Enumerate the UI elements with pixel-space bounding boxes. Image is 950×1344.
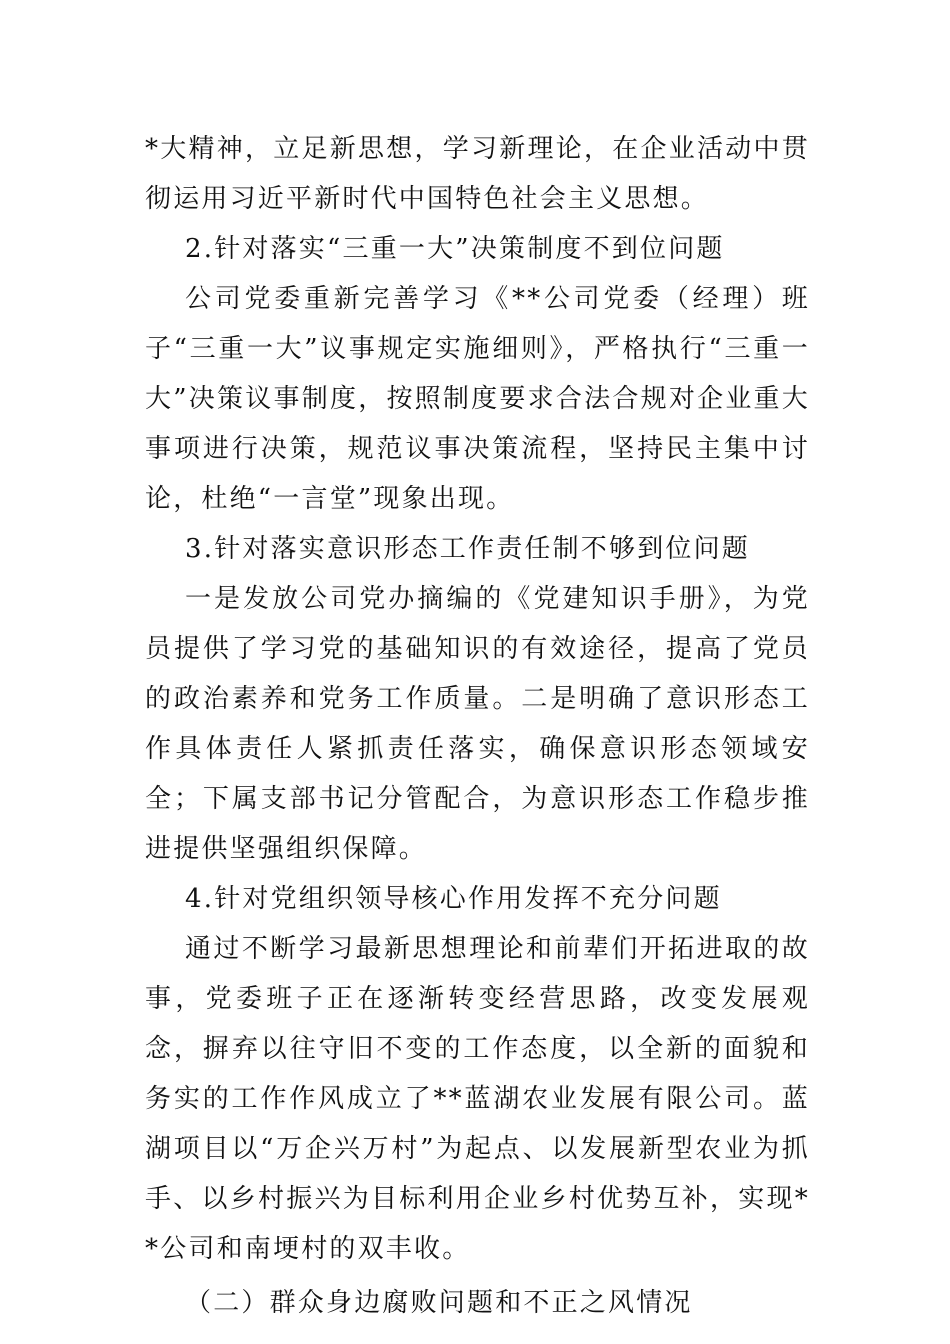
section-heading-2: （二）群众身边腐败问题和不正之风情况 <box>185 1288 693 1318</box>
body-paragraph-item-2: 公司党委重新完善学习《**公司党委（经理）班子“三重一大”议事规定实施细则》，严格执行“三重一大”决策议事制度，按照制度要求合法合规对企业重大事项进行决策，规范议事决策流程，坚持民主集中讨论，杜绝“一言堂”现象出现。 <box>145 284 810 514</box>
body-paragraph-continuation: *大精神，立足新思想，学习新理论，在企业活动中贯彻运用习近平新时代中国特色社会主义思想。 <box>145 134 810 214</box>
subheading-item-2: 2.针对落实“三重一大”决策制度不到位问题 <box>185 234 725 264</box>
subheading-item-4: 4.针对党组织领导核心作用发挥不充分问题 <box>185 884 722 914</box>
body-paragraph-item-3: 一是发放公司党办摘编的《党建知识手册》，为党员提供了学习党的基础知识的有效途径，提高了党员的政治素养和党务工作质量。二是明确了意识形态工作具体责任人紧抓责任落实，确保意识形态领域安全；下属支部书记分管配合，为意识形态工作稳步推进提供坚强组织保障。 <box>145 584 810 864</box>
document-body <box>145 124 810 1328</box>
subheading-item-3: 3.针对落实意识形态工作责任制不够到位问题 <box>185 534 751 564</box>
body-paragraph-item-4: 通过不断学习最新思想理论和前辈们开拓进取的故事，党委班子正在逐渐转变经营思路，改变发展观念，摒弃以往守旧不变的工作态度，以全新的面貌和务实的工作作风成立了**蓝湖农业发展有限公司。蓝湖项目以“万企兴万村”为起点、以发展新型农业为抓手、以乡村振兴为目标利用企业乡村优势互补，实现**公司和南埂村的双丰收。 <box>145 934 810 1264</box>
